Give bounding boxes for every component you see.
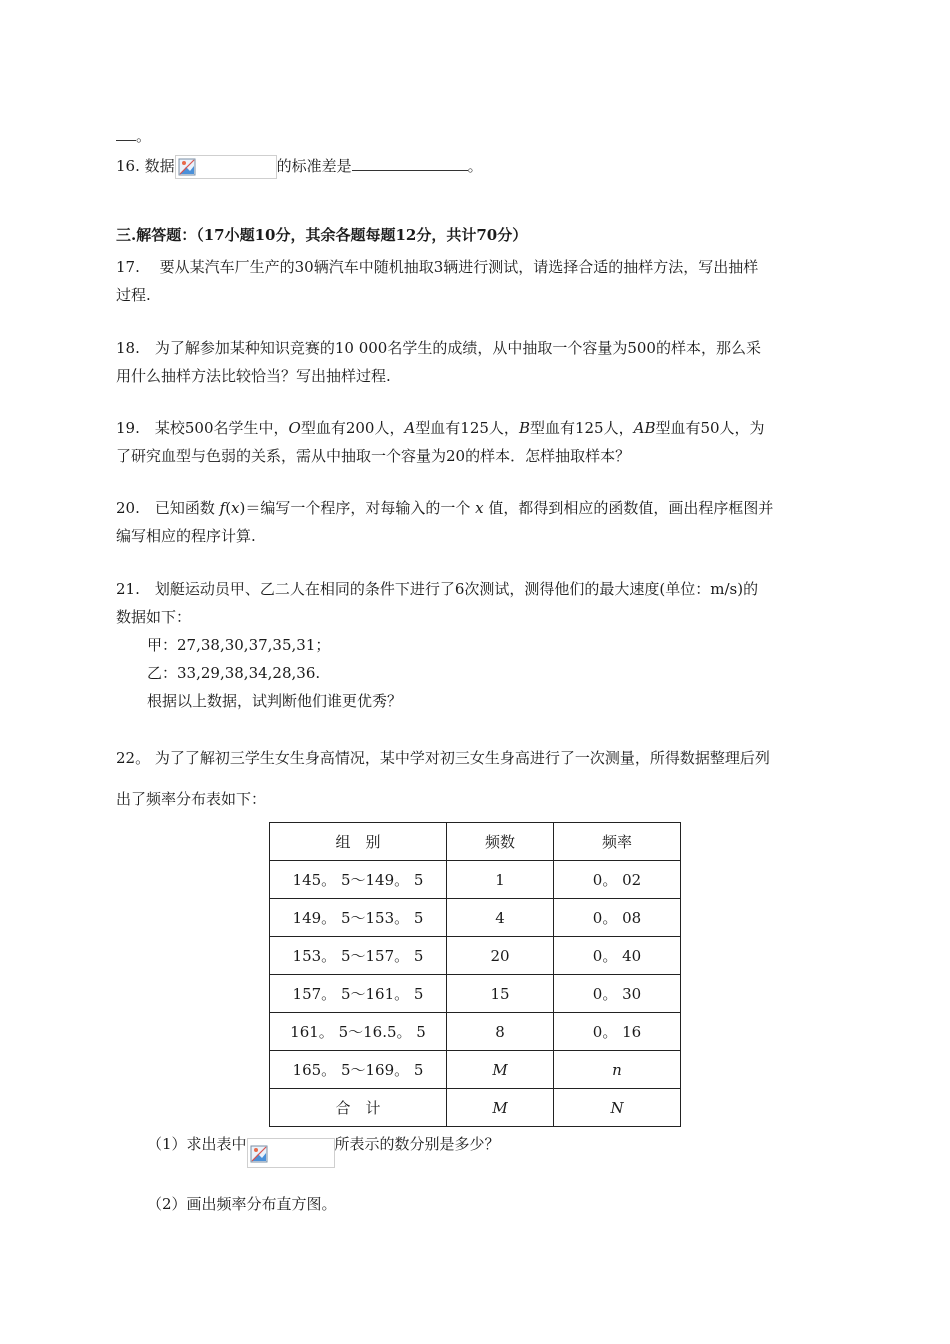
question-21-ask: 根据以上数据，试判断他们谁更优秀？: [147, 692, 403, 710]
table-cell: M: [447, 1051, 554, 1089]
table-cell: 合 计: [270, 1089, 447, 1127]
question-21-line-1: 21. 划艇运动员甲、乙二人在相同的条件下进行了6次测试，测得他们的最大速度(单位：m/s)的: [116, 580, 759, 598]
table-header: 频数: [447, 823, 554, 861]
question-21-line-2: 数据如下：: [116, 608, 192, 626]
question-17-line-1: 17. 要从某汽车厂生产的30辆汽车中随机抽取3辆进行测试，请选择合适的抽样方法，写出抽样: [116, 258, 759, 276]
table-cell: 0。 16: [554, 1013, 681, 1051]
table-total-row: [270, 1089, 681, 1127]
question-text: (: [225, 499, 232, 517]
table-cell: 8: [447, 1013, 554, 1051]
question-22-line-2: 出了频率分布表如下：: [116, 790, 267, 808]
question-19-line-1: [116, 418, 765, 438]
table-cell: 165。 5～169。 5: [270, 1051, 447, 1089]
table-row: [270, 861, 681, 899]
question-text: 所表示的数分别是多少？: [334, 1135, 500, 1153]
table-cell: 15: [447, 975, 554, 1013]
question-text: 值，都得到相应的函数值，画出程序框图并: [483, 499, 774, 517]
math-variable: x: [231, 499, 240, 517]
table-cell: 20: [447, 937, 554, 975]
table-cell: N: [554, 1089, 681, 1127]
broken-image-icon: [178, 158, 196, 176]
question-text: （1）求出表中: [147, 1135, 247, 1153]
question-number: 16.: [116, 157, 140, 175]
math-variable: A: [404, 419, 416, 437]
question-text: 型血有200人，: [300, 419, 405, 437]
question-19-line-2: 了研究血型与色弱的关系，需从中抽取一个容量为20的样本．怎样抽取样本？: [116, 447, 631, 465]
question-22-sub-2: （2）画出频率分布直方图。: [147, 1195, 337, 1213]
answer-blank: [116, 126, 136, 141]
question-text: )＝编写一个程序，对每输入的一个: [239, 499, 476, 517]
table-cell: 157。 5～161。 5: [270, 975, 447, 1013]
table-cell: 0。 02: [554, 861, 681, 899]
math-variable: B: [518, 419, 530, 437]
table-cell: n: [554, 1051, 681, 1089]
math-variable: O: [288, 419, 301, 437]
question-20-line-2: 编写相应的程序计算.: [116, 527, 256, 545]
table-row: [270, 899, 681, 937]
question-text: 型血有125人，: [529, 419, 634, 437]
table-header: 组 别: [270, 823, 447, 861]
math-variable: f: [219, 499, 226, 517]
table-row: [270, 937, 681, 975]
section-title: 三.解答题：（17小题10分，其余各题每题12分，共计70分）: [116, 226, 528, 244]
question-text: 20. 已知函数: [116, 499, 220, 517]
broken-image-placeholder: [247, 1138, 335, 1168]
period: 。: [136, 127, 152, 145]
table-cell: 145。 5～149。 5: [270, 861, 447, 899]
data-yi: 乙：33,29,38,34,28,36.: [147, 664, 321, 682]
table-row: [270, 975, 681, 1013]
question-22-sub-1: [147, 1134, 500, 1168]
question-22-line-1: 22。 为了了解初三学生女生身高情况，某中学对初三女生身高进行了一次测量，所得数据整理后列: [116, 749, 770, 767]
table-header: 频率: [554, 823, 681, 861]
question-16: [116, 155, 483, 179]
question-text: 型血有50人，为: [655, 419, 765, 437]
question-text: 型血有125人，: [415, 419, 519, 437]
question-18-line-1: 18. 为了解参加某种知识竞赛的10 000名学生的成绩，从中抽取一个容量为500的样本，那么采: [116, 339, 761, 357]
broken-image-icon: [250, 1145, 268, 1163]
table-cell: 153。 5～157。 5: [270, 937, 447, 975]
table-cell: 1: [447, 861, 554, 899]
table-header-row: [270, 823, 681, 861]
table-cell: 0。 40: [554, 937, 681, 975]
broken-image-placeholder: [175, 155, 277, 179]
frequency-table: [269, 822, 681, 1127]
table-cell: M: [447, 1089, 554, 1127]
table-row: [270, 1051, 681, 1089]
question-text: 数据: [144, 157, 175, 175]
question-18-line-2: 用什么抽样方法比较恰当？写出抽样过程.: [116, 367, 391, 385]
question-text: 19. 某校500名学生中，: [116, 419, 289, 437]
table-cell: 0。 30: [554, 975, 681, 1013]
answer-blank: [352, 156, 468, 171]
math-variable: AB: [633, 419, 656, 437]
table-cell: 4: [447, 899, 554, 937]
question-text: 的标准差是: [276, 157, 352, 175]
math-variable: x: [475, 499, 484, 517]
table-cell: 0。 08: [554, 899, 681, 937]
question-17-line-2: 过程.: [116, 286, 151, 304]
data-jia: 甲：27,38,30,37,35,31；: [147, 636, 331, 654]
question-20-line-1: [116, 498, 773, 518]
table-row: [270, 1013, 681, 1051]
previous-answer-blank: [116, 126, 151, 146]
table-cell: 161。 5～16.5。 5: [270, 1013, 447, 1051]
table-cell: 149。 5～153。 5: [270, 899, 447, 937]
period: 。: [467, 157, 483, 175]
